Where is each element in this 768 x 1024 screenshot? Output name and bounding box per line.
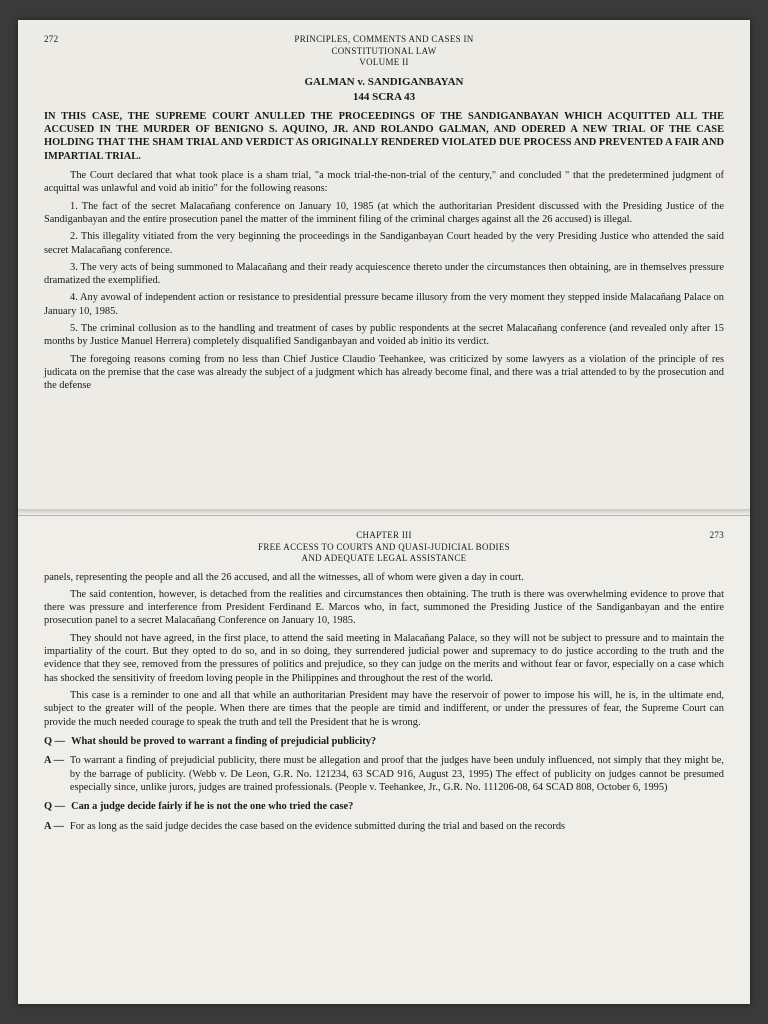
chapter-title <box>74 530 694 565</box>
book-title-line: VOLUME II <box>359 57 409 68</box>
left-page <box>18 20 750 509</box>
case-title <box>44 75 724 104</box>
reason-item: 3. The very acts of being summoned to Malacañang and their ready acquiescence thereto under the circumstances then obtaining, are in themselves pressure dramatized the exemplified. <box>44 261 724 287</box>
answer <box>44 820 724 833</box>
page-number: 273 <box>709 529 724 540</box>
chapter-title-line: FREE ACCESS TO COURTS AND QUASI-JUDICIAL BODIES <box>258 541 510 552</box>
body-paragraph: The said contention, however, is detached from the realities and circumstances then obtaining. The truth is there was overwhelming evidence to prove that there was pressure and interference from President Ferdinand E. Marcos who, in fact, summoned the Presiding Justice of the Sandiganbayan and the entire prosecution panel to a secret Malacañang Conference on January 10, 1985. <box>44 588 724 627</box>
question-text: Can a judge decide fairly if he is not the one who tried the case? <box>71 801 354 813</box>
right-page <box>18 515 750 1004</box>
case-name: GALMAN v. SANDIGANBAYAN <box>304 75 464 88</box>
question-label: Q — <box>44 735 66 747</box>
body-paragraph: This case is a reminder to one and all that while an authoritarian President may have the reservoir of power to impose his will, he is, in the ultimate end, subject to the greater will of the people. When there are times that the people are timid and indifferent, or under the pressures of fear, the Supreme Court can provide the much needed courage to speak the truth and tell the President that he is wrong. <box>44 690 724 728</box>
chapter-title-line: AND ADEQUATE LEGAL ASSISTANCE <box>301 553 467 564</box>
book-title <box>74 34 694 69</box>
case-headnote: IN THIS CASE, THE SUPREME COURT ANULLED THE PROCEEDINGS OF THE SANDIGANBAYAN WHICH ACQUITTED ALL THE ACCUSED IN THE MURDER OF BENIGNO S. AQUINO, JR. AND ROLANDO GALMAN, AND ODERED A NEW TRIAL OF THE CASE HOLDING THAT THE SHAM TRIAL AND VERDICT AS ORIGINALLY RENDERED VIOLATED DUE PROCESS AND PREVENTED A FAIR AND IMPARTIAL TRIAL. <box>44 110 724 162</box>
book-title-line: PRINCIPLES, COMMENTS AND CASES IN <box>294 34 474 44</box>
answer-text: For as long as the said judge decides the case based on the evidence submitted during the trial and based on the records <box>69 820 566 832</box>
running-head <box>44 530 724 565</box>
book-spread <box>18 20 750 1004</box>
reason-item: 4. Any avowal of independent action or resistance to presidential pressure became illusory from the very moment they stepped inside Malacañang Palace on January 10, 1985. <box>44 292 724 317</box>
reason-item: 1. The fact of the secret Malacañang conference on January 10, 1985 (at which the authoritarian President discussed with the Presiding Justice of the Sandiganbayan and the entire prosecution panel the matter of the imminent filing of the criminal charges against all the 26 accused) is illegal. <box>44 200 724 225</box>
question-text: What should be proved to warrant a finding of prejudicial publicity? <box>71 735 377 747</box>
question <box>44 735 724 748</box>
case-citation: 144 SCRA 43 <box>352 90 416 103</box>
page-number: 272 <box>44 34 59 44</box>
reason-item: 5. The criminal collusion as to the handling and treatment of cases by public respondents at the secret Malacañang conference (and revealed only after 15 months by Justice Manuel Herrera) completely disqualified Sandiganbayan and voided ab initio its verdict. <box>44 323 724 348</box>
body-paragraph: They should not have agreed, in the first place, to attend the said meeting in Malacañang Palace, so they will not be subject to pressure and to maintain the impartiality of the court. But they opted to do so, and in so doing, they surrendered judicial power and supremacy to do justice according to the truth and the evidence that they see, removed from the pressures of politics and prejudice, so they can judge on the merits and without fear or favor, especially on a case which has shocked the sensitivity of freedom loving people in the Philippines and throughout the rest of the world. <box>44 632 724 684</box>
chapter-title-line: CHAPTER III <box>356 529 412 540</box>
closing-paragraph: The foregoing reasons coming from no less than Chief Justice Claudio Teehankee, was criticized by some lawyers as a violation of the principle of res judicata on the premise that the case was already the subject of a judgment which has already become final, and there was a trial attended to by the prosecution and the defense <box>44 353 724 392</box>
continuation-paragraph: panels, representing the people and all the 26 accused, and all the witnesses, all of whom were given a day in court. <box>44 571 524 583</box>
question-label: Q — <box>44 801 66 813</box>
answer-label: A — <box>44 820 64 832</box>
reason-item: 2. This illegality vitiated from the very beginning the proceedings in the Sandiganbayan Court headed by the very Presiding Justice who attended the said secret Malacañang conference. <box>44 231 724 256</box>
question <box>44 800 724 813</box>
answer-label: A — <box>44 755 64 767</box>
running-head <box>44 34 724 69</box>
intro-paragraph: The Court declared that what took place is a sham trial, "a mock trial-the-non-trial of the century," and concluded " that the predetermined judgment of acquittal was unlawful and void ab initio" for the following reasons: <box>44 169 724 195</box>
book-title-line: CONSTITUTIONAL LAW <box>331 45 437 56</box>
answer <box>44 754 724 794</box>
answer-text: To warrant a finding of prejudicial publicity, there must be allegation and proof that the judges have been unduly influenced, not simply that they might be, by the barrage of publicity. (Webb v. De Leon, G.R. No. 121234, 63 SCAD 916, August 23, 1995) The effect of publicity on judges cannot be presumed especially since, unlike jurors, judges are trained professionals. (People v. Teehankee, Jr., G.R. No. 111206-08, 64 SCAD 808, October 6, 1995) <box>69 755 724 793</box>
